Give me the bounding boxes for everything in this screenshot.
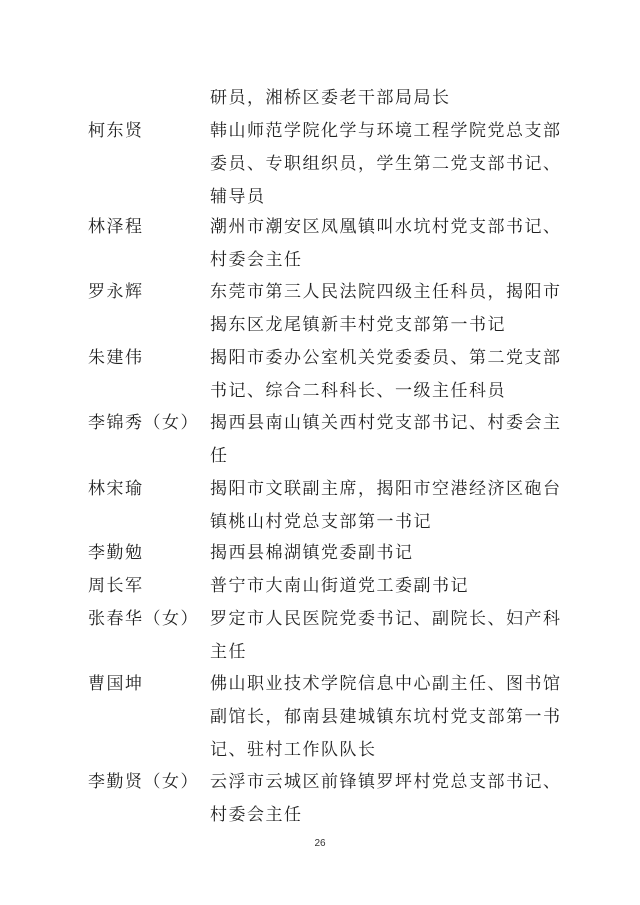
- entry-description: [210, 537, 570, 570]
- description-line: 辅导员: [210, 187, 266, 207]
- entry-description: [210, 766, 570, 832]
- entry-description: [210, 276, 570, 342]
- description-line: 揭东区龙尾镇新丰村党支部第一书记: [210, 315, 506, 335]
- description-line: 潮州市潮安区凤凰镇叫水坑村党支部书记、: [210, 217, 562, 237]
- entry-description: [210, 82, 570, 115]
- person-name: 曹国坤: [88, 674, 144, 694]
- description-line: 云浮市云城区前锋镇罗坪村党总支部书记、: [210, 772, 562, 792]
- description-line: 揭阳市文联副主席，揭阳市空港经济区砲台: [210, 479, 562, 499]
- description-line: 主任: [210, 642, 247, 662]
- person-name: 林泽程: [88, 217, 144, 237]
- person-name: 李勤勉: [88, 543, 144, 563]
- person-name: 林宋瑜: [88, 479, 144, 499]
- description-line: 揭阳市委办公室机关党委委员、第二党支部: [210, 348, 562, 368]
- entry-description: [210, 407, 570, 473]
- description-line: 佛山职业技术学院信息中心副主任、图书馆: [210, 674, 562, 694]
- entry-description: [210, 473, 570, 539]
- person-name: 李勤贤（女）: [88, 772, 199, 792]
- person-name: 柯东贤: [88, 121, 144, 141]
- entry-description: [210, 668, 570, 767]
- description-line: 揭西县南山镇关西村党支部书记、村委会主: [210, 413, 562, 433]
- page-number: 26: [314, 838, 326, 849]
- description-line: 委员、专职组织员，学生第二党支部书记、: [210, 154, 562, 174]
- description-line: 镇桃山村党总支部第一书记: [210, 512, 432, 532]
- entry-description: [210, 342, 570, 408]
- description-line: 记、驻村工作队队长: [210, 740, 377, 760]
- entry-description: [210, 570, 570, 603]
- description-line: 揭西县棉湖镇党委副书记: [210, 543, 414, 563]
- entry-description: [210, 211, 570, 277]
- person-name: 周长军: [88, 576, 144, 596]
- description-line: 东莞市第三人民法院四级主任科员，揭阳市: [210, 282, 562, 302]
- description-line: 研员，湘桥区委老干部局局长: [210, 88, 451, 108]
- description-line: 韩山师范学院化学与环境工程学院党总支部: [210, 121, 562, 141]
- description-line: 书记、综合二科科长、一级主任科员: [210, 381, 506, 401]
- person-name: 罗永辉: [88, 282, 144, 302]
- description-line: 村委会主任: [210, 805, 303, 825]
- entry-description: [210, 115, 570, 214]
- person-name: 张春华（女）: [88, 609, 199, 629]
- entry-description: [210, 603, 570, 669]
- description-line: 任: [210, 446, 229, 466]
- description-line: 普宁市大南山街道党工委副书记: [210, 576, 469, 596]
- person-name: 朱建伟: [88, 348, 144, 368]
- description-line: 罗定市人民医院党委书记、副院长、妇产科: [210, 609, 562, 629]
- description-line: 副馆长，郁南县建城镇东坑村党支部第一书: [210, 707, 562, 727]
- person-name: 李锦秀（女）: [88, 413, 199, 433]
- description-line: 村委会主任: [210, 250, 303, 270]
